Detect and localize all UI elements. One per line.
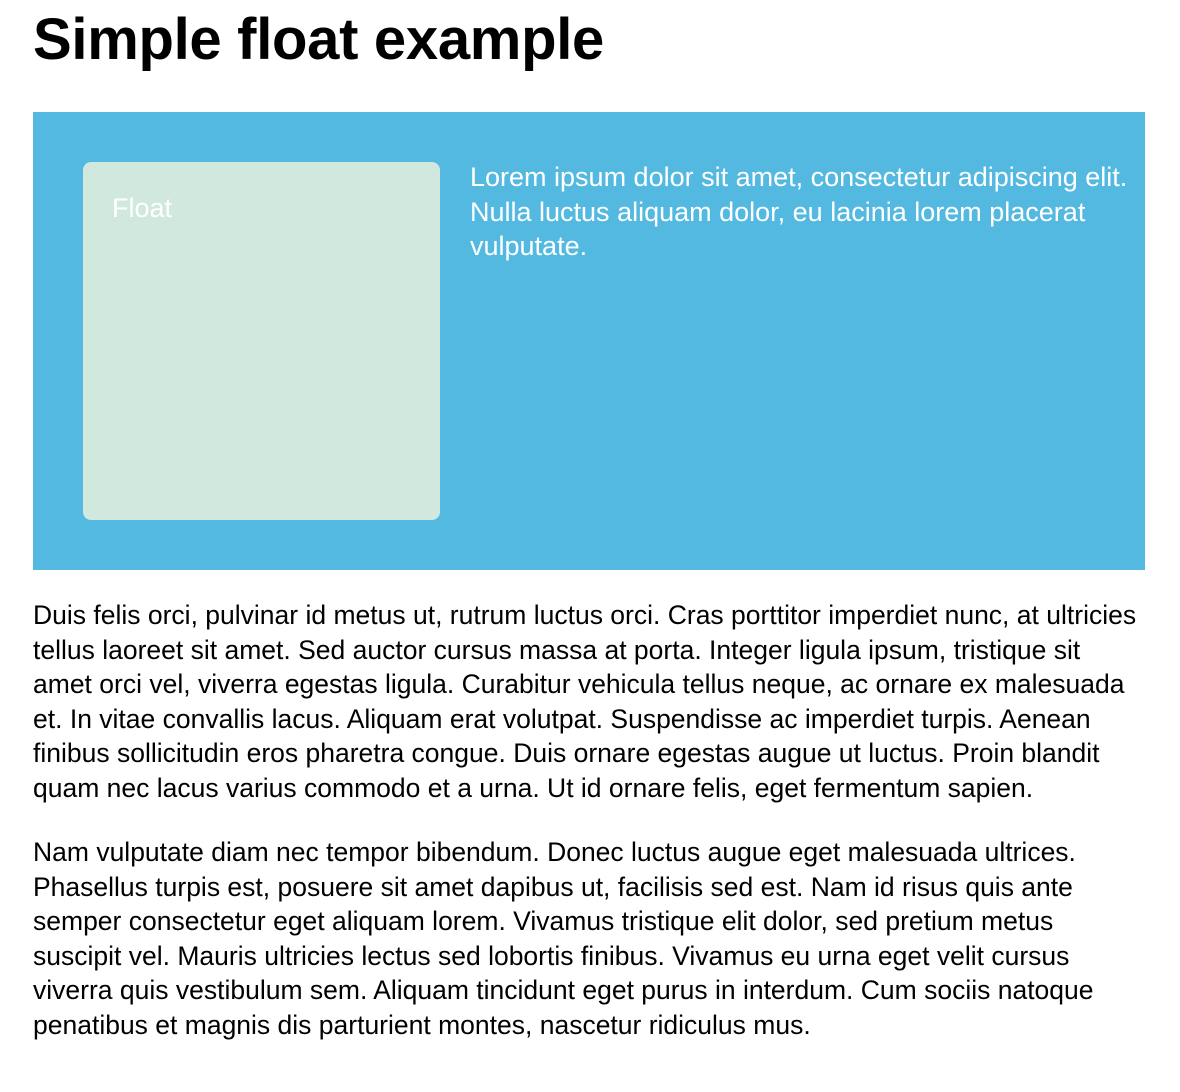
container-text: Lorem ipsum dolor sit amet, consectetur adipiscing elit. Nulla luctus aliquam dolor, eu lacinia lorem placerat vulputate. [470, 162, 1128, 261]
float-box [83, 162, 440, 520]
body-paragraph-1: Duis felis orci, pulvinar id metus ut, rutrum luctus orci. Cras porttitor imperdiet nunc, at ultricies tellus laoreet sit amet. Sed auctor cursus massa at porta. Integer ligula ipsum, tristique sit amet orci vel, viverra egestas ligula. Curabitur vehicula tellus neque, ac ornare ex malesuada et. In vitae convallis lacus. Aliquam erat volutpat. Suspendisse ac imperdiet turpis. Aenean finibus sollicitudin eros pharetra congue. Duis ornare egestas augue ut luctus. Proin blandit quam nec lacus varius commodo et a urna. Ut id ornare felis, eget fermentum sapien. [33, 600, 1137, 803]
float-container [33, 112, 1145, 570]
page-title: Simple float example [33, 7, 604, 72]
float-label: Float [112, 193, 173, 223]
body-paragraph-2: Nam vulputate diam nec tempor bibendum. Donec luctus augue eget malesuada ultrices. Phasellus turpis est, posuere sit amet dapibus ut, facilisis sed est. Nam id risus quis ante semper consectetur eget aliquam lorem. Vivamus tristique elit dolor, sed pretium metus suscipit vel. Mauris ultricies lectus sed lobortis finibus. Vivamus eu urna eget velit cursus viverra quis vestibulum sem. Aliquam tincidunt eget purus in interdum. Cum sociis natoque penatibus et magnis dis parturient montes, nascetur ridiculus mus. [33, 837, 1094, 1040]
